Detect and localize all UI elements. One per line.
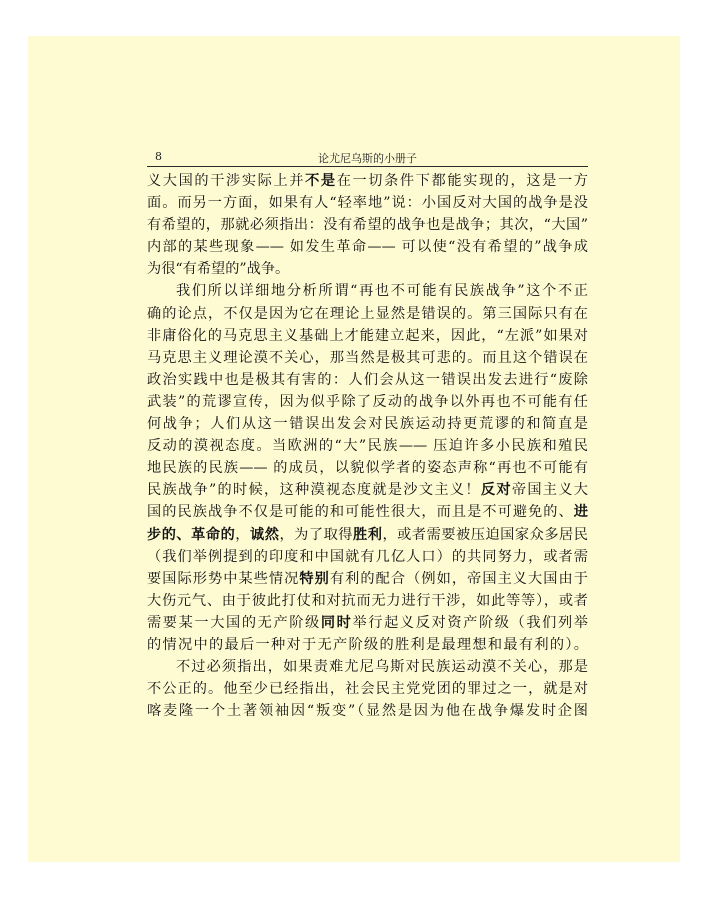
text-run: 非庸俗化的马克思主义基础上才能建立起来，因此，“左派”如果对 [147,327,588,344]
text-line [147,325,588,347]
text-run: 需要某一大国的无产阶级 [147,614,321,631]
text-line [147,524,588,546]
text-line [147,457,588,479]
text-run: 帝国主义大 [511,482,588,499]
text-line [147,236,588,258]
text-line [147,501,588,523]
text-run: 我们所以详细地分析所谓“再也不可能有民族战争”这个不正 [176,283,588,300]
text-run: 地民族的民族—— 的成员，以貌似学者的姿态声称“再也不可能有 [147,460,588,477]
text-run: 的情况中的最后一种对于无产阶级的胜利是最理想和最有利的）。 [147,636,588,653]
bold-text: 胜利 [353,526,383,543]
text-run: 大伤元气、由于彼此打仗和对抗而无力进行干涉，如此等等），或者 [147,592,588,609]
bold-text: 诚然 [250,526,280,543]
text-run: 有希望的，那就必须指出：没有希望的战争也是战争；其次，“大国” [147,217,588,234]
page-header [147,146,588,167]
text-line [147,303,588,325]
body-text [147,170,588,722]
text-line [147,170,588,192]
text-run: 不过必须指出，如果责难尤尼乌斯对民族运动漠不关心，那是 [176,659,588,676]
text-line [147,656,588,678]
text-run: 反动的漠视态度。当欧洲的“大”民族—— 压迫许多小民族和殖民 [147,438,588,455]
text-run: ， [235,526,251,543]
text-line [147,369,588,391]
text-line [147,700,588,722]
text-line [147,568,588,590]
text-run: 要国际形势中某些情况 [147,570,300,587]
text-run: 马克思主义理论漠不关心，那当然是极其可悲的。而且这个错误在 [147,349,588,366]
text-run: 为很“有希望的”战争。 [147,261,290,278]
text-line [147,678,588,700]
text-line [147,435,588,457]
text-line [147,612,588,634]
text-run: 举行起义反对资产阶级（我们列举 [352,614,588,631]
text-line [147,391,588,413]
text-run: 义大国的干涉实际上并 [147,173,306,189]
text-line [147,413,588,435]
text-line [147,347,588,369]
bold-text: 反对 [480,482,512,499]
text-line [147,258,588,280]
text-line [147,634,588,656]
running-title: 论尤尼乌斯的小册子 [318,152,417,165]
bold-text: 不是 [305,173,337,189]
text-run: 何战争；人们从这一错误出发会对民族运动持更荒谬的和简直是 [147,416,588,433]
text-run: 不公正的。他至少已经指出，社会民主党党团的罪过之一，就是对 [147,681,588,698]
text-run: 面。而另一方面，如果有人“轻率地”说：小国反对大国的战争是没 [147,195,588,212]
text-line [147,192,588,214]
bold-text: 进 [573,504,588,521]
bold-text: 步的、革命的 [147,526,236,543]
text-run: 在一切条件下都能实现的，这是一方 [336,173,588,189]
text-run: 内部的某些现象—— 如发生革命—— 可以使“没有希望的”战争成 [147,239,588,256]
text-run: 武装”的荒谬宣传，因为似乎除了反动的战争以外再也不可能有任 [147,393,588,410]
text-run: 国的民族战争不仅是可能的和可能性很大，而且是不可避免的、 [147,504,574,521]
text-line [147,546,588,568]
bold-text: 同时 [320,614,353,631]
text-run: 喀麦隆一个土著领袖因“叛变”（显然是因为他在战争爆发时企图 [147,703,588,720]
text-line [147,479,588,501]
text-line [147,214,588,236]
text-run: ，为了取得 [279,526,354,543]
bold-text: 特别 [299,570,330,587]
page-number: 8 [155,150,162,163]
text-run: 政治实践中也是极其有害的：人们会从这一错误出发去进行“废除 [147,371,588,388]
text-run: （我们举例提到的印度和中国就有几亿人口）的共同努力，或者需 [147,548,588,565]
text-run: 民族战争”的时候，这种漠视态度就是沙文主义！ [147,482,481,499]
text-line [147,280,588,302]
text-line [147,590,588,612]
text-run: 有利的配合（例如，帝国主义大国由于 [329,570,588,587]
text-run: 确的论点，不仅是因为它在理论上显然是错误的。第三国际只有在 [147,305,588,322]
text-run: ，或者需要被压迫国家众多居民 [382,526,588,543]
